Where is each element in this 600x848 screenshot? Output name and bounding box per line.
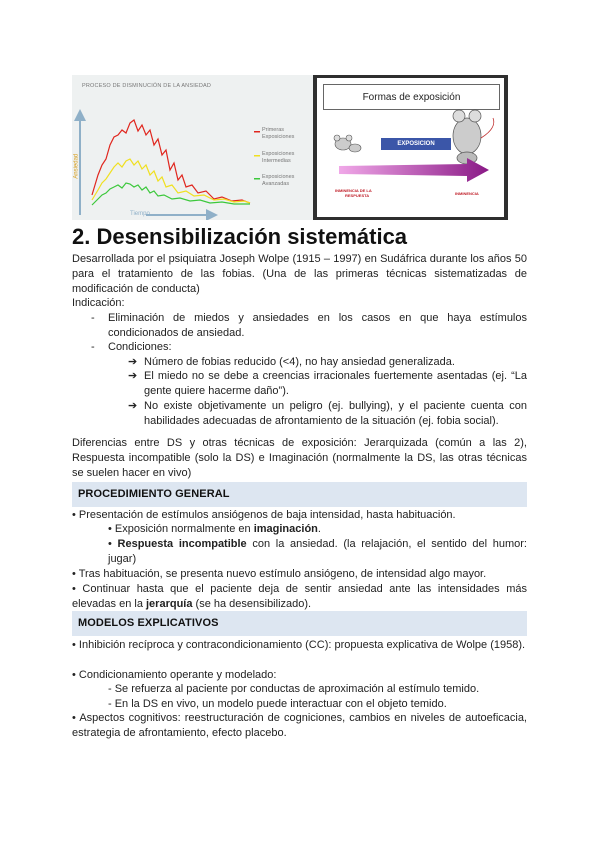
procedimiento-heading-bar <box>72 482 527 507</box>
procedimiento-item-1: • Presentación de estímulos ansiógenos de baja intensidad, hasta habituación. <box>72 509 456 521</box>
legend-swatch-green <box>254 178 260 180</box>
sub2-pre: • <box>108 538 118 550</box>
exposure-panel <box>313 75 508 220</box>
item3-post: (se ha desensibilizado). <box>192 598 312 610</box>
modelos-sub-1: - Se refuerza al paciente por conductas de aproximación al estímulo temido. <box>108 683 480 695</box>
legend-yellow-line1: Exposiciones <box>262 151 295 157</box>
legend-green-line1: Exposiciones <box>262 174 295 180</box>
modelos-item-1: • Inhibición recíproca y contracondicionamiento (CC): propuesta explicativa de Wolpe (1958). <box>72 639 526 651</box>
sub1-post: . <box>317 523 321 535</box>
diferencias-paragraph: Diferencias entre DS y otras técnicas de exposición: Jerarquizada (común a las 2), Respuesta incompatible (solo la DS) e Imaginación (normalmente la DS, las otras técnicas se suelen hacer en vivo) <box>72 437 527 479</box>
condiciones-label: Condiciones: <box>108 341 172 353</box>
item3-bold: jerarquía <box>146 598 193 610</box>
series-yellow-line <box>92 159 250 203</box>
left-caption <box>335 188 372 198</box>
header-figure <box>72 75 508 220</box>
modelos-item-2: • Condicionamiento operante y modelado: <box>72 669 277 681</box>
procedimiento-sub-1 <box>108 522 527 537</box>
condiciones-dash: - <box>91 341 95 353</box>
left-caption-line2: RESPUESTA <box>345 193 370 198</box>
legend-yellow <box>262 151 294 164</box>
series-red-line <box>92 120 250 203</box>
sub2-post: con la ansiedad. (la relajación, el sentido del humor: jugar) <box>108 538 527 565</box>
indicacion-label: Indicación: <box>72 297 125 309</box>
modelos-heading-bar <box>72 611 527 636</box>
condicion-item-3: No existe objetivamente un peligro (ej. bullying), y el paciente cuenta con habilidades adecuadas de afrontamiento de la situación (ej. fobia social). <box>144 400 527 427</box>
legend-swatch-red <box>254 131 260 133</box>
procedimiento-item-2: • Tras habituación, se presenta nuevo estímulo ansiógeno, de intensidad algo mayor. <box>72 568 487 580</box>
anxiety-chart-panel <box>72 75 312 220</box>
arrow-right-icon: ➔ <box>128 370 138 382</box>
indicacion-item: Eliminación de miedos y ansiedades en los casos en que haya estímulos condicionados de ansiedad. <box>108 312 527 339</box>
indicacion-dash: - <box>91 312 95 324</box>
legend-red-line2: Exposiciones <box>262 133 295 140</box>
legend-red <box>262 127 294 140</box>
y-axis-label: Ansiedad <box>73 153 80 179</box>
legend-green <box>262 174 294 187</box>
x-axis-label: Tiempo <box>130 211 150 217</box>
arrow-right-icon: ➔ <box>128 400 138 412</box>
legend-green-line2: Avanzadas <box>262 180 290 187</box>
condicion-item-2: El miedo no se debe a creencias irracionales fuertemente asentadas (ej. “La gente quiere hacerme daño”). <box>144 370 527 397</box>
sub2-bold: Respuesta incompatible <box>117 538 247 550</box>
large-mouse-icon <box>453 110 494 164</box>
modelos-sub-2: - En la DS en vivo, un modelo puede interactuar con el objeto temido. <box>108 698 447 710</box>
exposure-panel-inner <box>317 78 504 217</box>
right-caption: INMINENCIA <box>455 191 479 196</box>
legend-red-line1: Primeras <box>262 127 285 133</box>
procedimiento-heading: PROCEDIMIENTO GENERAL <box>78 488 230 500</box>
series-green-line <box>92 183 250 205</box>
small-mouse-icon <box>334 135 361 152</box>
sub1-bold: imaginación <box>253 523 318 535</box>
modelos-heading: MODELOS EXPLICATIVOS <box>78 617 219 629</box>
intro-paragraph: Desarrollada por el psiquiatra Joseph Wolpe (1915 – 1997) en Sudáfrica durante los años 50 para el tratamiento de las fobias. (Una de las primeras técnicas sistematizadas de modificación de conducta) <box>72 253 527 295</box>
section-title: 2. Desensibilización sistemática <box>72 224 408 249</box>
exposure-title: Formas de exposición <box>323 84 500 110</box>
procedimiento-item-3 <box>72 582 527 612</box>
left-caption-line1: INMINENCIA DE LA <box>335 188 372 193</box>
anxiety-chart <box>72 75 312 220</box>
chart-title: PROCESO DE DISMINUCIÓN DE LA ANSIEDAD <box>82 83 212 89</box>
arrow-right-icon: ➔ <box>128 356 138 368</box>
modelos-item-3: • Aspectos cognitivos: reestructuración de cogniciones, cambios en niveles de autoeficacia, estrategia de afrontamiento, efecto placebo. <box>72 712 527 739</box>
condicion-item-1: Número de fobias reducido (<4), no hay ansiedad generalizada. <box>144 356 455 368</box>
legend-swatch-yellow <box>254 155 260 157</box>
legend-yellow-line2: Intermedias <box>262 157 291 164</box>
procedimiento-sub-2 <box>108 537 527 567</box>
item3-pre: • Continuar hasta que el paciente deja de sentir ansiedad ante las intensidades más elevadas en la <box>72 583 527 610</box>
sub1-pre: • Exposición normalmente en <box>108 523 254 535</box>
exposure-label: EXPOSICION <box>381 138 451 150</box>
